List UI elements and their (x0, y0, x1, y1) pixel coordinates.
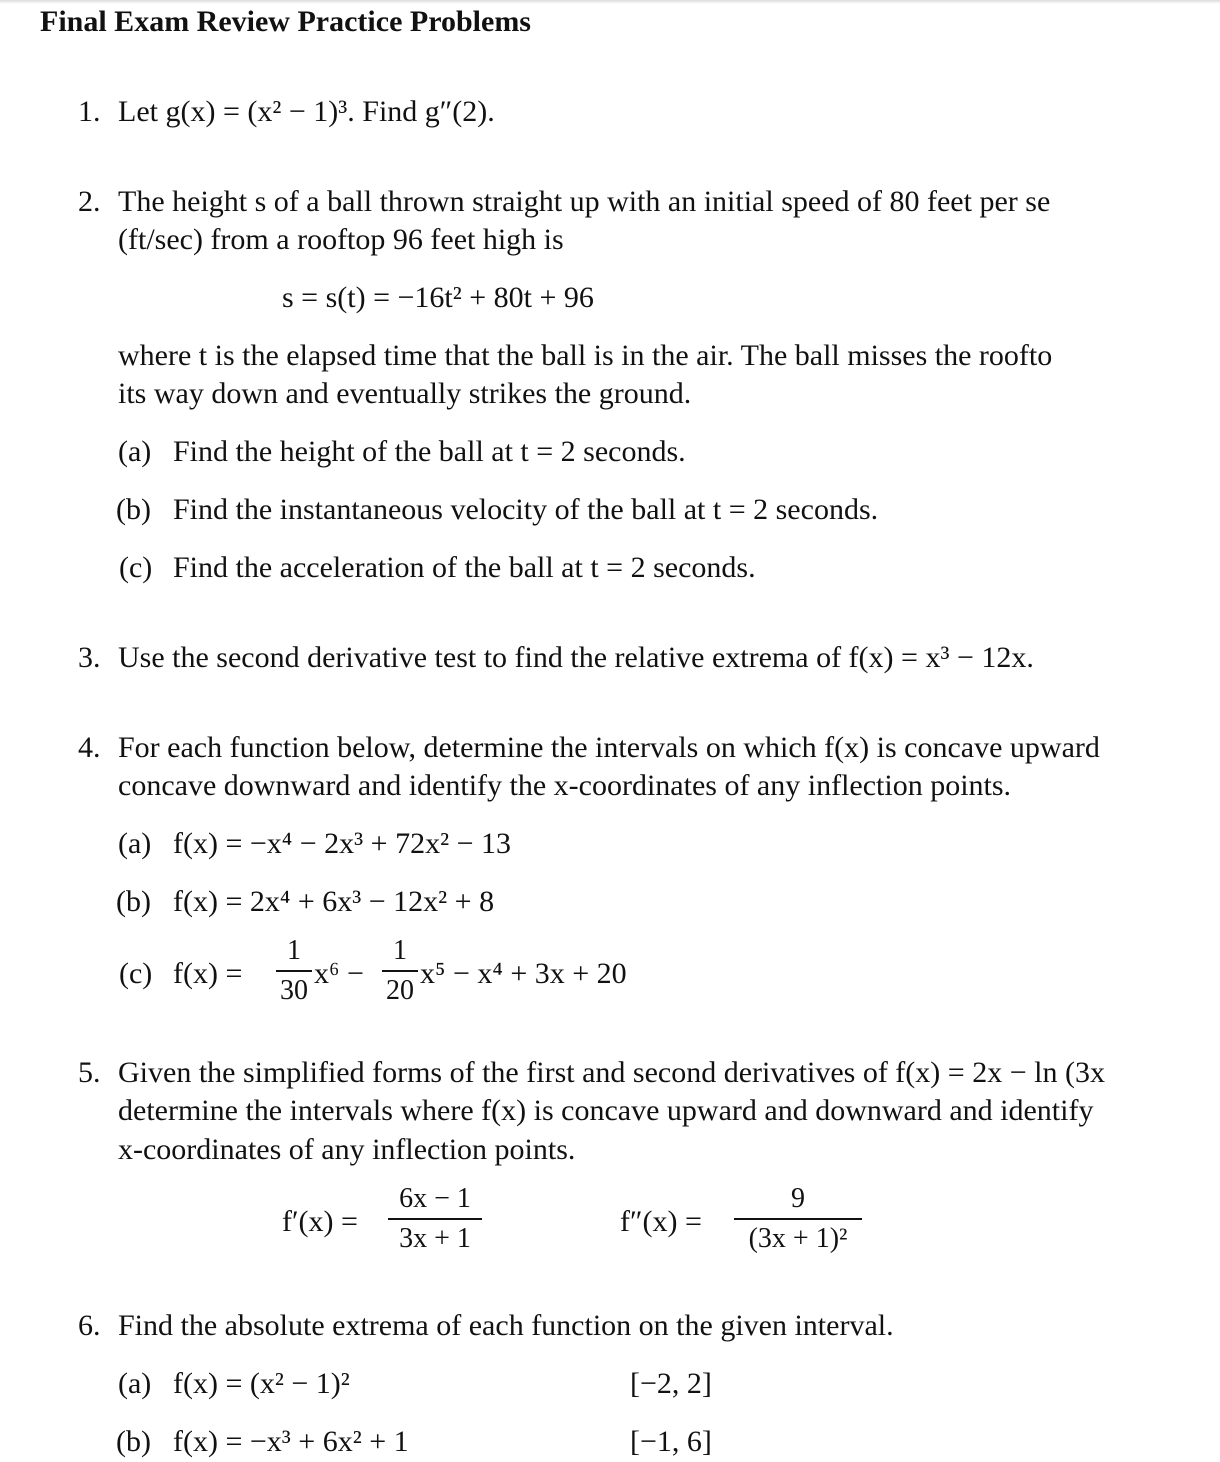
second-derivative-fraction (734, 1182, 862, 1256)
problem-2-line-3: where t is the elapsed time that the ball is in the air. The ball misses the roofto (118, 339, 1053, 372)
problem-2b-label: (b) (116, 493, 151, 526)
problem-6-text: Find the absolute extrema of each function on the given interval. (118, 1309, 894, 1342)
fraction-1-denominator: 30 (280, 975, 308, 1006)
problem-6b-label: (b) (116, 1425, 151, 1458)
first-derivative-fraction (388, 1182, 482, 1256)
problem-4-line-1: For each function below, determine the intervals on which f(x) is concave upward (118, 731, 1100, 764)
problem-6b-interval: [−1, 6] (630, 1425, 712, 1458)
problem-5-number: 5. (78, 1056, 101, 1089)
problem-4b-function: f(x) = 2x⁴ + 6x³ − 12x² + 8 (173, 885, 495, 918)
fraction-2-denominator: 20 (386, 975, 414, 1006)
problem-2c-label: (c) (119, 551, 153, 584)
problem-1-number: 1. (78, 95, 101, 128)
second-derivative-denominator: (3x + 1)² (748, 1223, 848, 1254)
fraction-1-numerator: 1 (287, 935, 301, 966)
problem-6a-label: (a) (118, 1367, 152, 1400)
problem-2a-text: Find the height of the ball at t = 2 seconds. (173, 435, 686, 468)
problem-4c-term-2: x⁵ − x⁴ + 3x + 20 (420, 957, 627, 990)
problem-6b-function: f(x) = −x³ + 6x² + 1 (173, 1425, 409, 1458)
problem-2b-text: Find the instantaneous velocity of the ball at t = 2 seconds. (173, 493, 879, 526)
first-derivative-denominator: 3x + 1 (399, 1223, 471, 1254)
problem-3-number: 3. (78, 641, 101, 674)
problem-4a-function: f(x) = −x⁴ − 2x³ + 72x² − 13 (173, 827, 512, 860)
page-title: Final Exam Review Practice Problems (40, 5, 531, 38)
problem-2-equation: s = s(t) = −16t² + 80t + 96 (282, 281, 594, 314)
problem-2-number: 2. (78, 185, 101, 218)
problem-2a-label: (a) (118, 435, 152, 468)
problem-2-line-2: (ft/sec) from a rooftop 96 feet high is (118, 223, 564, 256)
problem-4c-label: (c) (119, 957, 153, 990)
problem-4a-label: (a) (118, 827, 152, 860)
second-derivative-bar (734, 1218, 862, 1220)
problem-2-line-1: The height s of a ball thrown straight up with an initial speed of 80 feet per se (118, 185, 1051, 218)
fraction-1-bar (276, 970, 312, 972)
problem-4-number: 4. (78, 731, 101, 764)
problem-4b-label: (b) (116, 885, 151, 918)
problem-6a-interval: [−2, 2] (630, 1367, 712, 1400)
problem-3-text: Use the second derivative test to find the relative extrema of f(x) = x³ − 12x. (118, 641, 1034, 674)
problem-2-line-4: its way down and eventually strikes the ground. (118, 377, 692, 410)
problem-4c-lhs: f(x) = (173, 957, 243, 990)
second-derivative-lhs: f″(x) = (620, 1205, 702, 1238)
problem-4-line-2: concave downward and identify the x-coordinates of any inflection points. (118, 769, 1012, 802)
first-derivative-numerator: 6x − 1 (399, 1183, 471, 1214)
problem-5-line-2: determine the intervals where f(x) is concave upward and downward and identify (118, 1094, 1094, 1127)
problem-4c-fraction-2 (382, 934, 418, 1008)
second-derivative-numerator: 9 (791, 1183, 805, 1214)
problem-4c-fraction-1 (276, 934, 312, 1008)
fraction-2-bar (382, 970, 418, 972)
problem-6-number: 6. (78, 1309, 101, 1342)
first-derivative-lhs: f′(x) = (282, 1205, 358, 1238)
problem-6a-function: f(x) = (x² − 1)² (173, 1367, 350, 1400)
problem-2c-text: Find the acceleration of the ball at t = 2 seconds. (173, 551, 756, 584)
fraction-2-numerator: 1 (393, 935, 407, 966)
problem-5-line-1: Given the simplified forms of the first and second derivatives of f(x) = 2x − ln (3x (118, 1056, 1105, 1089)
first-derivative-bar (388, 1218, 482, 1220)
problem-4c-term-1: x⁶ − (314, 957, 364, 990)
problem-5-line-3: x-coordinates of any inflection points. (118, 1133, 576, 1166)
problem-1-text: Let g(x) = (x² − 1)³. Find g″(2). (118, 95, 495, 128)
